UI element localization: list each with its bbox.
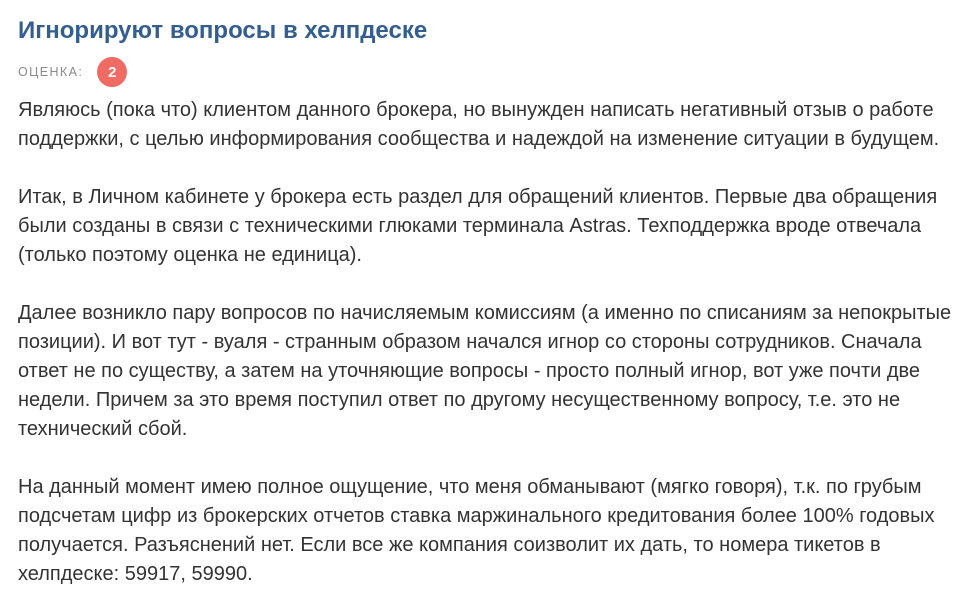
review-title[interactable]: Игнорируют вопросы в хелпдеске: [18, 17, 428, 44]
review-paragraph: На данный момент имею полное ощущение, что меня обманывают (мягко говоря), т.к. по грубым подсчетам цифр из брокерских отчетов ставка маржинального кредитования более 100% годовых получается. Разъяснений нет. Если все же компания соизволит их дать, то номера тикетов в хелпдеске: 59917, 59990.: [18, 476, 935, 585]
rating-badge: 2: [97, 57, 127, 87]
review-paragraph: Являюсь (пока что) клиентом данного брокера, но вынужден написать негативный отзыв о работе поддержки, с целью информирования сообщества и надеждой на изменение ситуации в будущем.: [18, 99, 940, 150]
review-paragraph: Итак, в Личном кабинете у брокера есть раздел для обращений клиентов. Первые два обращения были созданы в связи с техническими глюками терминала Astras. Техподдержка вроде отвечала (только поэтому оценка не единица).: [18, 186, 938, 266]
review-paragraph: Далее возникло пару вопросов по начисляемым комиссиям (а именно по списаниям за непокрытые позиции). И вот тут - вуаля - странным образом начался игнор со стороны сотрудников. Сначала ответ не по существу, а затем на уточняющие вопросы - просто полный игнор, вот уже почти две недели. Причем за это время поступил ответ по другому несущественному вопросу, т.е. это не технический сбой.: [18, 302, 952, 440]
rating-label: ОЦЕНКА:: [18, 65, 84, 79]
rating-row: [18, 57, 956, 87]
review-body: [18, 96, 956, 589]
